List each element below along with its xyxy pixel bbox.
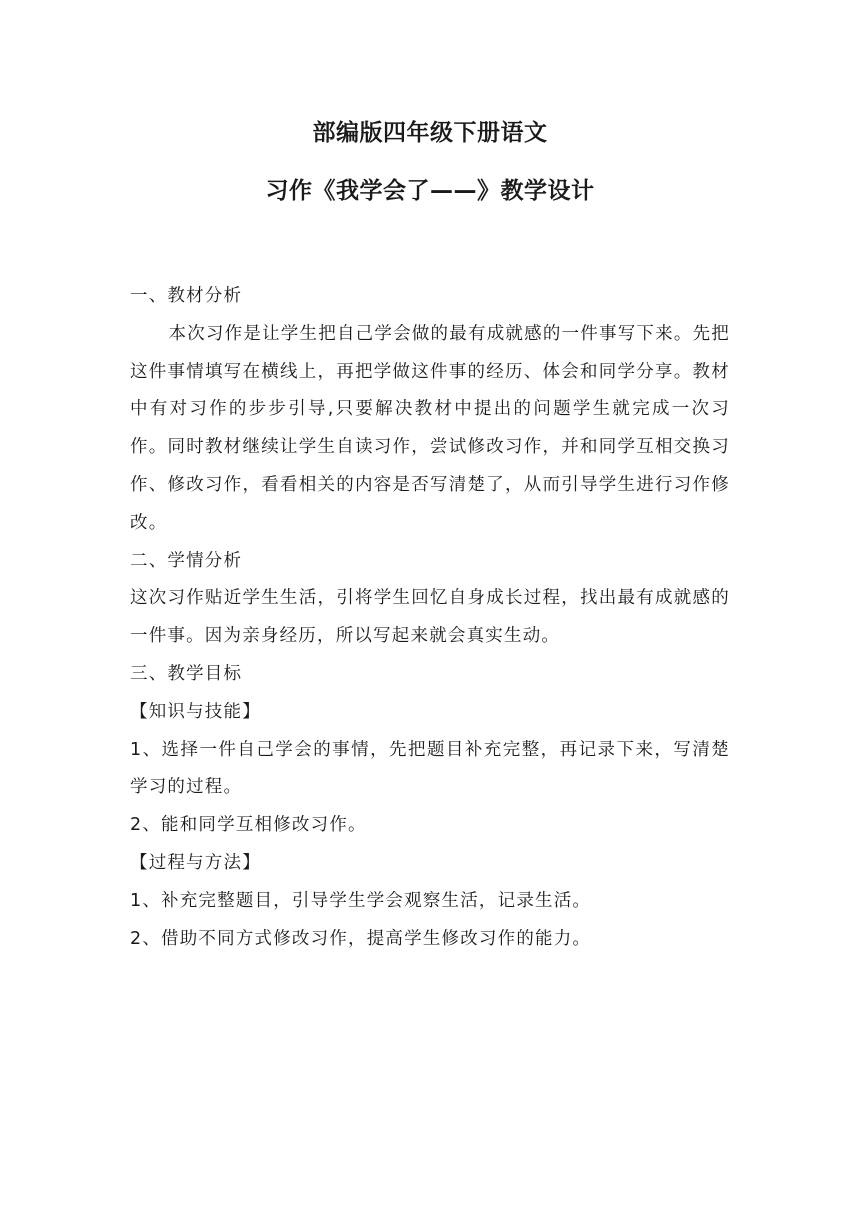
document-title-line1: 部编版四年级下册语文: [312, 120, 548, 146]
document-body: [130, 278, 730, 958]
section-heading-teaching-goals: 三、教学目标: [130, 663, 243, 684]
paragraph-student-analysis: 这次习作贴近学生生活，引将学生回忆自身成长过程，找出最有成就感的一件事。因为亲身经历，所以写起来就会真实生动。: [130, 588, 730, 647]
section-heading-textbook-analysis: 一、教材分析: [130, 286, 243, 306]
section-heading-student-analysis: 二、学情分析: [130, 550, 243, 571]
list-item: 2、借助不同方式修改习作，提高学生修改习作的能力。: [130, 928, 592, 949]
document-title-line2: 习作《我学会了——》教学设计: [265, 178, 595, 204]
list-item: 2、能和同学互相修改习作。: [130, 815, 367, 836]
subheading-knowledge-skills: 【知识与技能】: [130, 701, 261, 722]
list-item: 1、选择一件自己学会的事情，先把题目补充完整，再记录下来，写清楚学习的过程。: [130, 739, 730, 798]
subheading-process-methods: 【过程与方法】: [130, 852, 261, 873]
list-item: 1、补充完整题目，引导学生学会观察生活，记录生活。: [130, 890, 592, 911]
paragraph-textbook-analysis: 本次习作是让学生把自己学会做的最有成就感的一件事写下来。先把这件事情填写在横线上，再把学做这件事的经历、体会和同学分享。教材中有对习作的步步引导,只要解决教材中提出的问题学生就完成一次习作。同时教材继续让学生自读习作，尝试修改习作，并和同学互相交换习作、修改习作，看看相关的内容是否写清楚了，从而引导学生进行习作修改。: [130, 323, 730, 533]
